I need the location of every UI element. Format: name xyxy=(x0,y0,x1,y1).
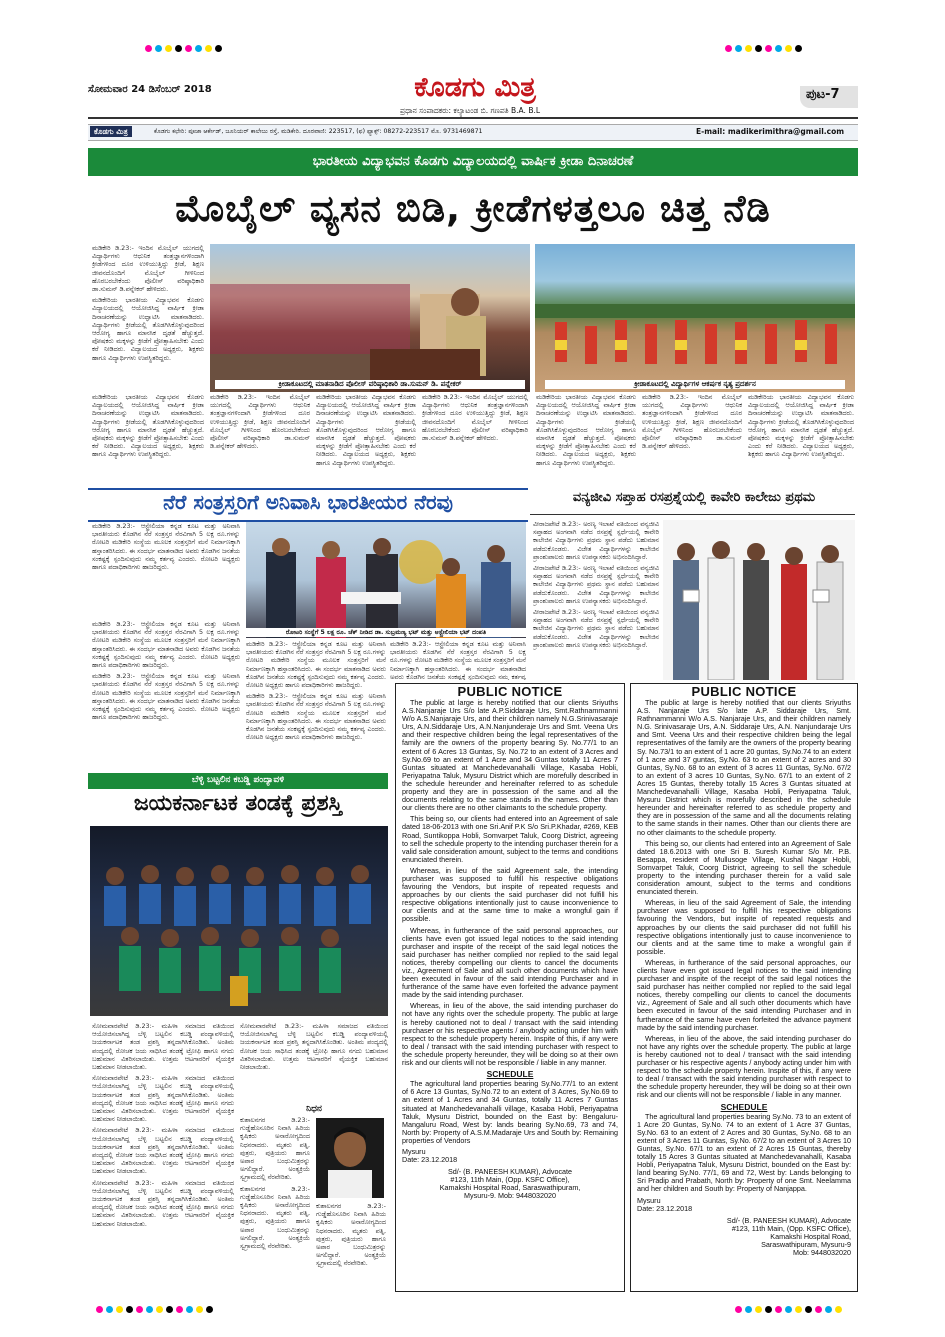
notice1-addr3: Mysuru-9. Mob: 9448032020 xyxy=(464,1191,556,1201)
notice2-title: PUBLIC NOTICE xyxy=(691,684,797,699)
notice2-body xyxy=(631,699,857,1257)
main-story-col-7: ಮಡಿಕೇರಿಯ ಭಾರತೀಯ ವಿದ್ಯಾಭವನ ಕೊಡಗು ವಿದ್ಯಾಲಯದಲ್ಲಿ ಆಯೋಜಿಸಿದ್ದ ವಾರ್ಷಿಕ ಕ್ರೀಡಾ ದಿನಾಚರಣೆಯನ್ನು ಉದ್ಘಾಟಿಸಿ ಮಾತನಾಡಿದರು. ವಿದ್ಯಾರ್ಥಿಗಳು ಕ್ರೀಡೆಯಲ್ಲಿ ತೊಡಗಿಸಿಕೊಳ್ಳುವುದರಿಂದ ಆರೋಗ್ಯ ಹಾಗೂ ಮಾನಸಿಕ ದೃಢತೆ ಹೆಚ್ಚುತ್ತದೆ. ಪೋಷಕರು ಮಕ್ಕಳನ್ನು ಕ್ರೀಡೆಗೆ ಪ್ರೋತ್ಸಾಹಿಸಬೇಕು ಎಂದು ಕರೆ ನೀಡಿದರು. ವಿದ್ಯಾಲಯದ ಅಧ್ಯಕ್ಷರು, ಶಿಕ್ಷಕರು ಹಾಗೂ ವಿದ್ಯಾರ್ಥಿಗಳು ಉಪಸ್ಥಿತರಿದ್ದರು. xyxy=(748,393,854,459)
rotary-scene xyxy=(246,522,526,638)
contact-email: E-mail: madikerimithra@gmail.com xyxy=(696,127,845,136)
notice1-place: Mysuru xyxy=(402,1146,426,1156)
registration-dots-top-right xyxy=(725,37,805,56)
photo-speech xyxy=(210,244,530,392)
story4-headline: ಜಯಕರ್ನಾಟಕ ತಂಡಕ್ಕೆ ಪ್ರಶಸ್ತಿ xyxy=(133,791,343,816)
story4-col-1: ಸೋಮವಾರಪೇಟೆ ಡಿ.23:- ಮಹಿಳಾ ಸಮಾಜದ ವತಿಯಿಂದ ಆಯೋಜಿಸಲಾಗಿದ್ದ ಬೆಳ್ಳಿ ಬಟ್ಟಲಿನ ಕಬಡ್ಡಿ ಪಂದ್ಯಾವಳಿಯಲ್ಲಿ ಜಯಕರ್ನಾಟಕ ತಂಡ ಪ್ರಶಸ್ತಿ ತನ್ನದಾಗಿಸಿಕೊಂಡಿತು. ಅಂತಿಮ ಪಂದ್ಯದಲ್ಲಿ ರೋಚಕ ಜಯ ಸಾಧಿಸಿದ ತಂಡಕ್ಕೆ ಟ್ರೋಫಿ ಹಾಗೂ ನಗದು ಬಹುಮಾನ ವಿತರಿಸಲಾಯಿತು. ಉತ್ತಮ ಆಟಗಾರರಿಗೆ ವೈಯಕ್ತಿಕ ಬಹುಮಾನ ನೀಡಲಾಯಿತು. ಸೋಮವಾರಪೇಟೆ ಡಿ.23:- ಮಹಿಳಾ ಸಮಾಜದ ವತಿಯಿಂದ ಆಯೋಜಿಸಲಾಗಿದ್ದ ಬೆಳ್ಳಿ ಬಟ್ಟಲಿನ ಕಬಡ್ಡಿ ಪಂದ್ಯಾವಳಿಯಲ್ಲಿ ಜಯಕರ್ನಾಟಕ ತಂಡ ಪ್ರಶಸ್ತಿ ತನ್ನದಾಗಿಸಿಕೊಂಡಿತು. ಅಂತಿಮ ಪಂದ್ಯದಲ್ಲಿ ರೋಚಕ ಜಯ ಸಾಧಿಸಿದ ತಂಡಕ್ಕೆ ಟ್ರೋಫಿ ಹಾಗೂ ನಗದು ಬಹುಮಾನ ವಿತರಿಸಲಾಯಿತು. ಉತ್ತಮ ಆಟಗಾರರಿಗೆ ವೈಯಕ್ತಿಕ ಬಹುಮಾನ ನೀಡಲಾಯಿತು. ಸೋಮವಾರಪೇಟೆ ಡಿ.23:- ಮಹಿಳಾ ಸಮಾಜದ ವತಿಯಿಂದ ಆಯೋಜಿಸಲಾಗಿದ್ದ ಬೆಳ್ಳಿ ಬಟ್ಟಲಿನ ಕಬಡ್ಡಿ ಪಂದ್ಯಾವಳಿಯಲ್ಲಿ ಜಯಕರ್ನಾಟಕ ತಂಡ ಪ್ರಶಸ್ತಿ ತನ್ನದಾಗಿಸಿಕೊಂಡಿತು. ಅಂತಿಮ ಪಂದ್ಯದಲ್ಲಿ ರೋಚಕ ಜಯ ಸಾಧಿಸಿದ ತಂಡಕ್ಕೆ ಟ್ರೋಫಿ ಹಾಗೂ ನಗದು ಬಹುಮಾನ ವಿತರಿಸಲಾಯಿತು. ಉತ್ತಮ ಆಟಗಾರರಿಗೆ ವೈಯಕ್ತಿಕ ಬಹುಮಾನ ನೀಡಲಾಯಿತು. ಸೋಮವಾರಪೇಟೆ ಡಿ.23:- ಮಹಿಳಾ ಸಮಾಜದ ವತಿಯಿಂದ ಆಯೋಜಿಸಲಾಗಿದ್ದ ಬೆಳ್ಳಿ ಬಟ್ಟಲಿನ ಕಬಡ್ಡಿ ಪಂದ್ಯಾವಳಿಯಲ್ಲಿ ಜಯಕರ್ನಾಟಕ ತಂಡ ಪ್ರಶಸ್ತಿ ತನ್ನದಾಗಿಸಿಕೊಂಡಿತು. ಅಂತಿಮ ಪಂದ್ಯದಲ್ಲಿ ರೋಚಕ ಜಯ ಸಾಧಿಸಿದ ತಂಡಕ್ಕೆ ಟ್ರೋಫಿ ಹಾಗೂ ನಗದು ಬಹುಮಾನ ವಿತರಿಸಲಾಯಿತು. ಉತ್ತಮ ಆಟಗಾರರಿಗೆ ವೈಯಕ್ತಿಕ ಬಹುಮಾನ ನೀಡಲಾಯಿತು. xyxy=(92,1022,234,1228)
notice1-para-5: Whereas, in lieu of the above, the said intending purchaser do not have any rights over the schedule property. The public at large is hereby cautioned not to deal / transact with the said intending purchaser or his respective agents / anybody acting under him with respect to the schedule property herein. Inspite of this, if any were to deal / transact with the said intending purchaser with respect to the schedule property hereunder, they will be doing so at their own risk and our clients will not be responsible / liable in any manner. xyxy=(402,1001,618,1068)
masthead-title: ಕೊಡಗು ಮಿತ್ರ xyxy=(414,72,536,103)
portrait xyxy=(316,1118,384,1198)
photo-kabaddi-team xyxy=(90,826,388,1016)
caption-rotary: ರೋಟರಿ ಸಂಸ್ಥೆಗೆ 5 ಲಕ್ಷ ರೂ. ಚೆಕ್ ನೀಡಿದ ಡಾ. ಸುಬ್ರಮಣ್ಯ ಭಟ್ ಮತ್ತು ಆಸ್ಟ್ರೇಲಿಯಾ ಭಟ್ ದಂಪತಿ xyxy=(246,628,526,637)
notice2-para-2: This being so, our clients had entered into an Agreement of Sale dated 18.6.2013 with one Sri B. Suresh Kumar S/o Mr. P.B. Besappa, resident of Mullusoge Village, Kushal Nagar Hobli, Somvarpet Taluk, Coorg District, agreeing to sell the schedule property to the intending purchaser therein for a valid sale consideration amount, subject to the terms and conditions enunciated therein. xyxy=(637,838,851,897)
story2-col-2: ಮಡಿಕೇರಿ ಡಿ.23:- ಆಸ್ಟ್ರೇಲಿಯಾ ಕನ್ನಡ ಕೂಟ ಮತ್ತು ಅನಿವಾಸಿ ಭಾರತೀಯರು ಕೊಡಗಿನ ನೆರೆ ಸಂತ್ರಸ್ತರ ನೆರವಿಗಾಗಿ 5 ಲಕ್ಷ ರೂ.ಗಳನ್ನು ರೋಟರಿ ಮಡಿಕೇರಿ ಸಂಸ್ಥೆಯ ಮೂಲಕ ಸಂತ್ರಸ್ತರಿಗೆ ಮನೆ ನಿರ್ಮಾಣಕ್ಕಾಗಿ ಹಸ್ತಾಂತರಿಸಿದರು. ಈ ಸಂದರ್ಭ ಮಾತನಾಡಿದ ಅವರು ಕೊಡಗಿನ ಜನತೆಯ ಸಂಕಷ್ಟಕ್ಕೆ ಸ್ಪಂದಿಸುವುದು ನಮ್ಮ ಕರ್ತವ್ಯ ಎಂದರು. ರೋಟರಿ ಅಧ್ಯಕ್ಷರು ಹಾಗೂ ಪದಾಧಿಕಾರಿಗಳು ಹಾಜರಿದ್ದರು. ಮಡಿಕೇರಿ ಡಿ.23:- ಆಸ್ಟ್ರೇಲಿಯಾ ಕನ್ನಡ ಕೂಟ ಮತ್ತು ಅನಿವಾಸಿ ಭಾರತೀಯರು ಕೊಡಗಿನ ನೆರೆ ಸಂತ್ರಸ್ತರ ನೆರವಿಗಾಗಿ 5 ಲಕ್ಷ ರೂ.ಗಳನ್ನು ರೋಟರಿ ಮಡಿಕೇರಿ ಸಂಸ್ಥೆಯ ಮೂಲಕ ಸಂತ್ರಸ್ತರಿಗೆ ಮನೆ ನಿರ್ಮಾಣಕ್ಕಾಗಿ ಹಸ್ತಾಂತರಿಸಿದರು. ಈ ಸಂದರ್ಭ ಮಾತನಾಡಿದ ಅವರು ಕೊಡಗಿನ ಜನತೆಯ ಸಂಕಷ್ಟಕ್ಕೆ ಸ್ಪಂದಿಸುವುದು ನಮ್ಮ ಕರ್ತವ್ಯ ಎಂದರು. ರೋಟರಿ ಅಧ್ಯಕ್ಷರು ಹಾಗೂ ಪದಾಧಿಕಾರಿಗಳು ಹಾಜರಿದ್ದರು. xyxy=(92,620,240,722)
notice2-addr2: Kamakshi Hospital Road, xyxy=(770,1231,851,1241)
main-headline: ಮೊಬೈಲ್ ವ್ಯಸನ ಬಿಡಿ, ಕ್ರೀಡೆಗಳತ್ತಲೂ ಚಿತ್ತ ನೆಡಿ xyxy=(175,187,771,230)
story3-rule xyxy=(530,514,855,515)
editor-line: ಪ್ರಧಾನ ಸಂಪಾದಕರು: ಕಲ್ಯಾಟಂಡ ಬಿ. ಗಣಪತಿ B.A. B.L xyxy=(399,106,541,115)
registration-dots-bottom xyxy=(96,1298,216,1317)
caption-dance: ಕ್ರೀಡಾಕೂಟದಲ್ಲಿ ವಿದ್ಯಾರ್ಥಿಗಳ ಆಕರ್ಷಕ ನೃತ್ಯ ಪ್ರದರ್ಶನ xyxy=(545,380,845,389)
public-notice-2 xyxy=(630,683,858,1292)
strip-logo: ಕೊಡಗು ಮಿತ್ರ xyxy=(90,126,132,137)
notice2-para-4: Whereas, in furtherance of the said personal approaches, our clients have even got issued legal notices to the said intending purchaser and inspite of the receipt of the said legal notices the said purchaser has neither complied nor replied to the said legal notices, thereby compelling our clients to cancel the documents viz., Agreement of Sale and all such other documents which have been executed in favour of the said intending Purchaser and in furtherance of the same have even forfeited the advance payment made by the said intending purchaser. xyxy=(637,957,851,1032)
photo-quiz-winners xyxy=(663,520,855,680)
notice1-sign: Sd/- (B. PANEESH KUMAR), Advocate xyxy=(447,1167,573,1177)
notice1-addr2: Kamakshi Hospital Road, Saraswathipuram, xyxy=(439,1183,581,1193)
main-story-col-1: ಮಡಿಕೇರಿಯ ಭಾರತೀಯ ವಿದ್ಯಾಭವನ ಕೊಡಗು ವಿದ್ಯಾಲಯದಲ್ಲಿ ಆಯೋಜಿಸಿದ್ದ ವಾರ್ಷಿಕ ಕ್ರೀಡಾ ದಿನಾಚರಣೆಯನ್ನು ಉದ್ಘಾಟಿಸಿ ಮಾತನಾಡಿದರು. ವಿದ್ಯಾರ್ಥಿಗಳು ಕ್ರೀಡೆಯಲ್ಲಿ ತೊಡಗಿಸಿಕೊಳ್ಳುವುದರಿಂದ ಆರೋಗ್ಯ ಹಾಗೂ ಮಾನಸಿಕ ದೃಢತೆ ಹೆಚ್ಚುತ್ತದೆ. ಪೋಷಕರು ಮಕ್ಕಳನ್ನು ಕ್ರೀಡೆಗೆ ಪ್ರೋತ್ಸಾಹಿಸಬೇಕು ಎಂದು ಕರೆ ನೀಡಿದರು. ವಿದ್ಯಾಲಯದ ಅಧ್ಯಕ್ಷರು, ಶಿಕ್ಷಕರು ಹಾಗೂ ವಿದ್ಯಾರ್ಥಿಗಳು ಉಪಸ್ಥಿತರಿದ್ದರು. xyxy=(92,393,204,459)
story2-col-3: ಮಡಿಕೇರಿ ಡಿ.23:- ಆಸ್ಟ್ರೇಲಿಯಾ ಕನ್ನಡ ಕೂಟ ಮತ್ತು ಅನಿವಾಸಿ ಭಾರತೀಯರು ಕೊಡಗಿನ ನೆರೆ ಸಂತ್ರಸ್ತರ ನೆರವಿಗಾಗಿ 5 ಲಕ್ಷ ರೂ.ಗಳನ್ನು ರೋಟರಿ ಮಡಿಕೇರಿ ಸಂಸ್ಥೆಯ ಮೂಲಕ ಸಂತ್ರಸ್ತರಿಗೆ ಮನೆ ನಿರ್ಮಾಣಕ್ಕಾಗಿ ಹಸ್ತಾಂತರಿಸಿದರು. ಈ ಸಂದರ್ಭ ಮಾತನಾಡಿದ ಅವರು ಕೊಡಗಿನ ಜನತೆಯ ಸಂಕಷ್ಟಕ್ಕೆ ಸ್ಪಂದಿಸುವುದು ನಮ್ಮ ಕರ್ತವ್ಯ ಎಂದರು. ರೋಟರಿ ಅಧ್ಯಕ್ಷರು ಹಾಗೂ ಪದಾಧಿಕಾರಿಗಳು ಹಾಜರಿದ್ದರು. ಮಡಿಕೇರಿ ಡಿ.23:- ಆಸ್ಟ್ರೇಲಿಯಾ ಕನ್ನಡ ಕೂಟ ಮತ್ತು ಅನಿವಾಸಿ ಭಾರತೀಯರು ಕೊಡಗಿನ ನೆರೆ ಸಂತ್ರಸ್ತರ ನೆರವಿಗಾಗಿ 5 ಲಕ್ಷ ರೂ.ಗಳನ್ನು ರೋಟರಿ ಮಡಿಕೇರಿ ಸಂಸ್ಥೆಯ ಮೂಲಕ ಸಂತ್ರಸ್ತರಿಗೆ ಮನೆ ನಿರ್ಮಾಣಕ್ಕಾಗಿ ಹಸ್ತಾಂತರಿಸಿದರು. ಈ ಸಂದರ್ಭ ಮಾತನಾಡಿದ ಅವರು ಕೊಡಗಿನ ಜನತೆಯ ಸಂಕಷ್ಟಕ್ಕೆ ಸ್ಪಂದಿಸುವುದು ನಮ್ಮ ಕರ್ತವ್ಯ ಎಂದರು. ರೋಟರಿ ಅಧ್ಯಕ್ಷರು ಹಾಗೂ ಪದಾಧಿಕಾರಿಗಳು ಹಾಜರಿದ್ದರು. xyxy=(246,640,386,742)
notice1-para-3: Whereas, in lieu of the said Agreement sale, the intending purchaser was supposed to fulfill his respective obligations favouring the Vendors, but inspite of repeated requests and approaches by our clients the said purchaser did not fulfill his respective obligations intentionally just to cause inconvenience to our clients and at the same time to make a wrongful gain if possible. xyxy=(402,865,618,924)
notice1-date: Date: 23.12.2018 xyxy=(402,1155,458,1165)
notice2-place: Mysuru xyxy=(637,1195,661,1205)
issue-date: ಸೋಮವಾರ 24 ಡಿಸೆಂಬರ್ 2018 xyxy=(88,84,212,95)
main-story-col-2: ಮಡಿಕೇರಿ ಡಿ.23:- ಇಂದಿನ ಮೊಬೈಲ್ ಯುಗದಲ್ಲಿ ವಿದ್ಯಾರ್ಥಿಗಳು ಆಧುನಿಕ ತಂತ್ರಜ್ಞಾನಗಳಿಂದಾಗಿ ಕ್ರೀಡೆಗಳಿಂದ ದೂರ ಉಳಿಯುತ್ತಿದ್ದು ಕ್ರೀಡೆ, ಶಿಕ್ಷಣ ಜೀವನದೊಂದಿಗೆ ಮೊಬೈಲ್ ಗೀಳಿನಿಂದ ಹೊರಬರಬೇಕೆಂದು ಪೊಲೀಸ್ ವರಿಷ್ಠಾಧಿಕಾರಿ ಡಾ.ಸುಮನ್ ಡಿ.ಪನ್ನೇಕರ್ ಹೇಳಿದರು. xyxy=(210,393,310,451)
obituary-body: ಕುಶಾಲನಗರ ಡಿ.23:- ಗುಡ್ಡೆಹೊಸೂರಿನ ನಿವಾಸಿ ಹಿರಿಯ ಕೃಷಿಕರು ಅನಾರೋಗ್ಯದಿಂದ ನಿಧನರಾದರು. ಮೃತರು ಪತ್ನಿ, ಪುತ್ರರು, ಪುತ್ರಿಯರು ಹಾಗೂ ಅಪಾರ ಬಂಧುಮಿತ್ರರನ್ನು ಅಗಲಿದ್ದಾರೆ. ಅಂತ್ಯಕ್ರಿಯೆ ಸ್ವಗ್ರಾಮದಲ್ಲಿ ನೆರವೇರಿತು. ಕುಶಾಲನಗರ ಡಿ.23:- ಗುಡ್ಡೆಹೊಸೂರಿನ ನಿವಾಸಿ ಹಿರಿಯ ಕೃಷಿಕರು ಅನಾರೋಗ್ಯದಿಂದ ನಿಧನರಾದರು. ಮೃತರು ಪತ್ನಿ, ಪುತ್ರರು, ಪುತ್ರಿಯರು ಹಾಗೂ ಅಪಾರ ಬಂಧುಮಿತ್ರರನ್ನು ಅಗಲಿದ್ದಾರೆ. ಅಂತ್ಯಕ್ರಿಯೆ ಸ್ವಗ್ರಾಮದಲ್ಲಿ ನೆರವೇರಿತು. xyxy=(240,1116,310,1251)
main-story-lead xyxy=(92,244,204,389)
notice1-schedule: The agricultural land properties bearing Sy.No.77/1 to an extent of 6 Acre 13 Guntas, Sy.No.72 to an extent of 3 Acres, Sy.No.69 to an extent of 1 Acres and 34 Guntas, totally 11 Acres 7 Guntas situated at Manchedevanahalli village, Kasaba Hobli, Periyapatna Taluk, Mysuru District, bounded on the East by: Bengaluru-Mangaluru Road, West by: lands bearing Sy.No.69, 73 and 74, North by: Property of A.S.M.Madaraje Urs and South by: Remaining properties of Vendors xyxy=(402,1079,618,1145)
kabaddi-scene xyxy=(90,826,388,1016)
main-story-col-6: ಮಡಿಕೇರಿ ಡಿ.23:- ಇಂದಿನ ಮೊಬೈಲ್ ಯುಗದಲ್ಲಿ ವಿದ್ಯಾರ್ಥಿಗಳು ಆಧುನಿಕ ತಂತ್ರಜ್ಞಾನಗಳಿಂದಾಗಿ ಕ್ರೀಡೆಗಳಿಂದ ದೂರ ಉಳಿಯುತ್ತಿದ್ದು ಕ್ರೀಡೆ, ಶಿಕ್ಷಣ ಜೀವನದೊಂದಿಗೆ ಮೊಬೈಲ್ ಗೀಳಿನಿಂದ ಹೊರಬರಬೇಕೆಂದು ಪೊಲೀಸ್ ವರಿಷ್ಠಾಧಿಕಾರಿ ಡಾ.ಸುಮನ್ ಡಿ.ಪನ್ನೇಕರ್ ಹೇಳಿದರು. xyxy=(642,393,742,451)
page-number: ಪುಟ-7 xyxy=(806,87,840,102)
lead-paragraph: ಮಡಿಕೇರಿ ಡಿ.23:- ಇಂದಿನ ಮೊಬೈಲ್ ಯುಗದಲ್ಲಿ ವಿದ್ಯಾರ್ಥಿಗಳು ಆಧುನಿಕ ತಂತ್ರಜ್ಞಾನಗಳಿಂದಾಗಿ ಕ್ರೀಡೆಗಳಿಂದ ದೂರ ಉಳಿಯುತ್ತಿದ್ದು ಕ್ರೀಡೆ, ಶಿಕ್ಷಣ ಜೀವನದೊಂದಿಗೆ ಮೊಬೈಲ್ ಗೀಳಿನಿಂದ ಹೊರಬರಬೇಕೆಂದು ಪೊಲೀಸ್ ವರಿಷ್ಠಾಧಿಕಾರಿ ಡಾ.ಸುಮನ್ ಡಿ.ಪನ್ನೇಕರ್ ಹೇಳಿದರು. xyxy=(92,244,204,294)
story2-col-1: ಮಡಿಕೇರಿ ಡಿ.23:- ಆಸ್ಟ್ರೇಲಿಯಾ ಕನ್ನಡ ಕೂಟ ಮತ್ತು ಅನಿವಾಸಿ ಭಾರತೀಯರು ಕೊಡಗಿನ ನೆರೆ ಸಂತ್ರಸ್ತರ ನೆರವಿಗಾಗಿ 5 ಲಕ್ಷ ರೂ.ಗಳನ್ನು ರೋಟರಿ ಮಡಿಕೇರಿ ಸಂಸ್ಥೆಯ ಮೂಲಕ ಸಂತ್ರಸ್ತರಿಗೆ ಮನೆ ನಿರ್ಮಾಣಕ್ಕಾಗಿ ಹಸ್ತಾಂತರಿಸಿದರು. ಈ ಸಂದರ್ಭ ಮಾತನಾಡಿದ ಅವರು ಕೊಡಗಿನ ಜನತೆಯ ಸಂಕಷ್ಟಕ್ಕೆ ಸ್ಪಂದಿಸುವುದು ನಮ್ಮ ಕರ್ತವ್ಯ ಎಂದರು. ರೋಟರಿ ಅಧ್ಯಕ್ಷರು ಹಾಗೂ ಪದಾಧಿಕಾರಿಗಳು ಹಾಜರಿದ್ದರು. xyxy=(92,522,240,572)
registration-dots-top xyxy=(145,37,225,56)
notice2-addr4: Mob: 9448032020 xyxy=(793,1248,851,1258)
story3-headline: ವನ್ಯಜೀವಿ ಸಪ್ತಾಹ ರಸಪ್ರಶ್ನೆಯಲ್ಲಿ ಕಾವೇರಿ ಕಾಲೇಜು ಪ್ರಥಮ xyxy=(572,490,816,505)
main-story-col-4: ಮಡಿಕೇರಿ ಡಿ.23:- ಇಂದಿನ ಮೊಬೈಲ್ ಯುಗದಲ್ಲಿ ವಿದ್ಯಾರ್ಥಿಗಳು ಆಧುನಿಕ ತಂತ್ರಜ್ಞಾನಗಳಿಂದಾಗಿ ಕ್ರೀಡೆಗಳಿಂದ ದೂರ ಉಳಿಯುತ್ತಿದ್ದು ಕ್ರೀಡೆ, ಶಿಕ್ಷಣ ಜೀವನದೊಂದಿಗೆ ಮೊಬೈಲ್ ಗೀಳಿನಿಂದ ಹೊರಬರಬೇಕೆಂದು ಪೊಲೀಸ್ ವರಿಷ್ಠಾಧಿಕಾರಿ ಡಾ.ಸುಮನ್ ಡಿ.ಪನ್ನೇಕರ್ ಹೇಳಿದರು. xyxy=(422,393,528,443)
notice2-addr1: #123, 11th Main, (Opp. KSFC Office), xyxy=(731,1223,851,1233)
obituary-title: ನಿಧನ xyxy=(306,1104,322,1114)
notice1-title: PUBLIC NOTICE xyxy=(457,684,563,699)
header-rule xyxy=(88,117,858,119)
speech-scene xyxy=(210,244,530,392)
notice1-schedule-title: SCHEDULE xyxy=(486,1069,534,1080)
story4-col-2: ಸೋಮವಾರಪೇಟೆ ಡಿ.23:- ಮಹಿಳಾ ಸಮಾಜದ ವತಿಯಿಂದ ಆಯೋಜಿಸಲಾಗಿದ್ದ ಬೆಳ್ಳಿ ಬಟ್ಟಲಿನ ಕಬಡ್ಡಿ ಪಂದ್ಯಾವಳಿಯಲ್ಲಿ ಜಯಕರ್ನಾಟಕ ತಂಡ ಪ್ರಶಸ್ತಿ ತನ್ನದಾಗಿಸಿಕೊಂಡಿತು. ಅಂತಿಮ ಪಂದ್ಯದಲ್ಲಿ ರೋಚಕ ಜಯ ಸಾಧಿಸಿದ ತಂಡಕ್ಕೆ ಟ್ರೋಫಿ ಹಾಗೂ ನಗದು ಬಹುಮಾನ ವಿತರಿಸಲಾಯಿತು. ಉತ್ತಮ ಆಟಗಾರರಿಗೆ ವೈಯಕ್ತಿಕ ಬಹುಮಾನ ನೀಡಲಾಯಿತು. xyxy=(240,1022,388,1072)
notice2-schedule: The agricultural land properties bearing Sy.No. 73 to an extent of 1 Acre 20 Guntas, Sy.No. 74 to an extent of 1 Acre 37 Guntas, Sy.No. 63 to an extent of 2 Acres and 30 Guntas, Sy.No. 68 to an extent of 3 Acres 11 Guntas, Sy.No. 67/2 to an extent of 3 Acres 10 Guntas, Sy.No. 67/1 to an extent of 2 Acres 15 Guntas, thereby totally 15 Acres 3 Guntas situated at Manchedevanahalli, Kasaba Hobli, Periyapatna Taluk, Mysuru District, bounded on the East by: land bearing Sy.No. 77/1, 69 and 72, West by: Lands belonging to Sri Pradip and Prabath, North by: Property of one Smt. Neelamma and her children and South by: Property of Nanjappa. xyxy=(637,1111,851,1194)
story2-headline: ನೆರೆ ಸಂತ್ರಸ್ತರಿಗೆ ಅನಿವಾಸಿ ಭಾರತೀಯರ ನೆರವು xyxy=(163,490,453,514)
notice2-para-1: The public at large is hereby notified that our clients Sriyuths A.S. Nanjaraje Urs S/o late A.P. Siddaraje Urs, Smt. Rathnammanni W/o A.S. Nanjaraje Urs, and their children namely N.G. Srinivasaraje Urs, A.N. Siddaraje Urs, A.N. Nanjundaraje Urs and Smt. Veena Urs and their respective children being the legal representatives of the family are the owners of the property bearing Sy. No.73/1 to an extent of 1 acre 20 guntas, Sy.No.74 to an extent of 1 acre and 37 guntas, Sy.No. 63 to an extent of 2 acres and 30 Guntas, Sy.No. 68 to an extent of 3 acres 11 Guntas, Sy.No. 67/2 to an extent of 3 acres 10 Guntas, Sy.No. 67/1 to an extent of 2 Acres 15 Guntas, thereby totally 15 Acres 3 Guntas situated at Manchedevanahalli Village, Kasaba Hobli, Periyapatna Taluk, Mysuru District which is morefully described in the schedule hereunder and hereinafter referred to as schedule property and they are in possession of the same and all the documents relating to the same stands in their names. Other than our clients there are no other claimants to the schedule property. xyxy=(637,698,851,837)
contact-address: ಕೊಡಗು ಕಛೇರಿ: ಪೂಜಾ ಆರ್ಕೇಡ್, ಜೂನಿಯರ್ ಕಾಲೇಜು ರಸ್ತೆ, ಮಡಿಕೇರಿ. ದೂರವಾಣಿ: 223517, (ಫ) ಫ್ಯಾಕ್ಸ್: 08272-223517 ಮೊ. 9731469871 xyxy=(154,128,483,135)
notice2-para-3: Whereas, in lieu of the said Agreement of Sale, the intending purchaser was supposed to fulfill his respective obligations favouring the Vendors, but inspite of repeated requests and approaches by our clients the said purchaser did not fulfill his respective obligations intentionally just to cause inconvenience to our clients and at the same time to make a wrongful gain if possible. xyxy=(637,898,851,956)
caption-speech: ಕ್ರೀಡಾಕೂಟದಲ್ಲಿ ಮಾತನಾಡಿದ ಪೊಲೀಸ್ ವರಿಷ್ಠಾಧಿಕಾರಿ ಡಾ.ಸುಮನ್ ಡಿ. ಪನ್ನೇಕರ್ xyxy=(215,380,525,389)
obituary-body-2: ಕುಶಾಲನಗರ ಡಿ.23:- ಗುಡ್ಡೆಹೊಸೂರಿನ ನಿವಾಸಿ ಹಿರಿಯ ಕೃಷಿಕರು ಅನಾರೋಗ್ಯದಿಂದ ನಿಧನರಾದರು. ಮೃತರು ಪತ್ನಿ, ಪುತ್ರರು, ಪುತ್ರಿಯರು ಹಾಗೂ ಅಪಾರ ಬಂಧುಮಿತ್ರರನ್ನು ಅಗಲಿದ್ದಾರೆ. ಅಂತ್ಯಕ್ರಿಯೆ ಸ್ವಗ್ರಾಮದಲ್ಲಿ ನೆರವೇರಿತು. xyxy=(316,1202,386,1268)
story4-kicker: ಬೆಳ್ಳಿ ಬಟ್ಟಲಿನ ಕಬಡ್ಡಿ ಪಂದ್ಯಾವಳಿ xyxy=(191,775,285,785)
notice1-para-1: The public at large is hereby notified that our clients Sriyuths A.S.Nanjaraje Urs S/o late A.P.Siddaraje Urs, Smt.Rathnammanni W/o A.S.Nanjaraje Urs, and their children namely N.G.Srinivasaraje Urs, A.N.Siddaraje Urs, A.N.Nanjunderaje Urs and Smt. Veena Urs and their respective children being the legal representatives of the family are the owners of the property bearing Sy. No.77/1 to an extent of 6 Acres 13 Guntas, Sy. No.72 to an extent of 3 Acres and Sy.No.69 to an extent of 1 Acre and 34 Guntas totally 11 Acres 7 Guntas situated at Manchedevanahalli Village, Kasaba Hobli, Periyapatna Taluk, Mysuru District which are morefully described in the schedule hereunder and hereinafter referred to as schedule property and they are in possession of the same and all the documents relating to the same stands in the names. Other than our clients there are no other claimants to the schedule property. xyxy=(402,698,618,813)
notice2-sign: Sd/- (B. PANEESH KUMAR), Advocate xyxy=(726,1215,851,1225)
registration-dots-bottom-right xyxy=(735,1298,845,1317)
main-story-col-3: ಮಡಿಕೇರಿಯ ಭಾರತೀಯ ವಿದ್ಯಾಭವನ ಕೊಡಗು ವಿದ್ಯಾಲಯದಲ್ಲಿ ಆಯೋಜಿಸಿದ್ದ ವಾರ್ಷಿಕ ಕ್ರೀಡಾ ದಿನಾಚರಣೆಯನ್ನು ಉದ್ಘಾಟಿಸಿ ಮಾತನಾಡಿದರು. ವಿದ್ಯಾರ್ಥಿಗಳು ಕ್ರೀಡೆಯಲ್ಲಿ ತೊಡಗಿಸಿಕೊಳ್ಳುವುದರಿಂದ ಆರೋಗ್ಯ ಹಾಗೂ ಮಾನಸಿಕ ದೃಢತೆ ಹೆಚ್ಚುತ್ತದೆ. ಪೋಷಕರು ಮಕ್ಕಳನ್ನು ಕ್ರೀಡೆಗೆ ಪ್ರೋತ್ಸಾಹಿಸಬೇಕು ಎಂದು ಕರೆ ನೀಡಿದರು. ವಿದ್ಯಾಲಯದ ಅಧ್ಯಕ್ಷರು, ಶಿಕ್ಷಕರು ಹಾಗೂ ವಿದ್ಯಾರ್ಥಿಗಳು ಉಪಸ್ಥಿತರಿದ್ದರು. xyxy=(316,393,416,467)
notice1-addr1: #123, 11th Main, (Opp. KSFC Office), xyxy=(450,1175,570,1185)
public-notice-1 xyxy=(395,683,625,1292)
main-story-col-5: ಮಡಿಕೇರಿಯ ಭಾರತೀಯ ವಿದ್ಯಾಭವನ ಕೊಡಗು ವಿದ್ಯಾಲಯದಲ್ಲಿ ಆಯೋಜಿಸಿದ್ದ ವಾರ್ಷಿಕ ಕ್ರೀಡಾ ದಿನಾಚರಣೆಯನ್ನು ಉದ್ಘಾಟಿಸಿ ಮಾತನಾಡಿದರು. ವಿದ್ಯಾರ್ಥಿಗಳು ಕ್ರೀಡೆಯಲ್ಲಿ ತೊಡಗಿಸಿಕೊಳ್ಳುವುದರಿಂದ ಆರೋಗ್ಯ ಹಾಗೂ ಮಾನಸಿಕ ದೃಢತೆ ಹೆಚ್ಚುತ್ತದೆ. ಪೋಷಕರು ಮಕ್ಕಳನ್ನು ಕ್ರೀಡೆಗೆ ಪ್ರೋತ್ಸಾಹಿಸಬೇಕು ಎಂದು ಕರೆ ನೀಡಿದರು. ವಿದ್ಯಾಲಯದ ಅಧ್ಯಕ್ಷರು, ಶಿಕ್ಷಕರು ಹಾಗೂ ವಿದ್ಯಾರ್ಥಿಗಳು ಉಪಸ್ಥಿತರಿದ್ದರು. xyxy=(536,393,636,467)
notice1-body xyxy=(396,699,624,1201)
story2-col-4: ಮಡಿಕೇರಿ ಡಿ.23:- ಆಸ್ಟ್ರೇಲಿಯಾ ಕನ್ನಡ ಕೂಟ ಮತ್ತು ಅನಿವಾಸಿ ಭಾರತೀಯರು ಕೊಡಗಿನ ನೆರೆ ಸಂತ್ರಸ್ತರ ನೆರವಿಗಾಗಿ 5 ಲಕ್ಷ ರೂ.ಗಳನ್ನು ರೋಟರಿ ಮಡಿಕೇರಿ ಸಂಸ್ಥೆಯ ಮೂಲಕ ಸಂತ್ರಸ್ತರಿಗೆ ಮನೆ ನಿರ್ಮಾಣಕ್ಕಾಗಿ ಹಸ್ತಾಂತರಿಸಿದರು. ಈ ಸಂದರ್ಭ ಮಾತನಾಡಿದ ಅವರು ಕೊಡಗಿನ ಜನತೆಯ ಸಂಕಷ್ಟಕ್ಕೆ ಸ್ಪಂದಿಸುವುದು ನಮ್ಮ ಕರ್ತವ್ಯ xyxy=(390,640,526,680)
notice2-addr3: Saraswathipuram, Mysuru-9 xyxy=(761,1240,851,1249)
notice2-date: Date: 23.12.2018 xyxy=(637,1203,693,1213)
quiz-scene xyxy=(663,520,855,680)
photo-dance xyxy=(535,244,855,392)
lead-body: ಮಡಿಕೇರಿಯ ಭಾರತೀಯ ವಿದ್ಯಾಭವನ ಕೊಡಗು ವಿದ್ಯಾಲಯದಲ್ಲಿ ಆಯೋಜಿಸಿದ್ದ ವಾರ್ಷಿಕ ಕ್ರೀಡಾ ದಿನಾಚರಣೆಯನ್ನು ಉದ್ಘಾಟಿಸಿ ಮಾತನಾಡಿದರು. ವಿದ್ಯಾರ್ಥಿಗಳು ಕ್ರೀಡೆಯಲ್ಲಿ ತೊಡಗಿಸಿಕೊಳ್ಳುವುದರಿಂದ ಆರೋಗ್ಯ ಹಾಗೂ ಮಾನಸಿಕ ದೃಢತೆ ಹೆಚ್ಚುತ್ತದೆ. ಪೋಷಕರು ಮಕ್ಕಳನ್ನು ಕ್ರೀಡೆಗೆ ಪ್ರೋತ್ಸಾಹಿಸಬೇಕು ಎಂದು ಕರೆ ನೀಡಿದರು. ವಿದ್ಯಾಲಯದ ಅಧ್ಯಕ್ಷರು, ಶಿಕ್ಷಕರು ಹಾಗೂ ವಿದ್ಯಾರ್ಥಿಗಳು ಉಪಸ್ಥಿತರಿದ್ದರು. xyxy=(92,296,204,362)
notice1-para-4: Whereas, in furtherance of the said personal approaches, our clients have even got issued legal notices to the said intending purchaser and inspite of the receipt of the said legal notices the said purchaser has neither complied nor replied to the said legal notices, thereby compelling our clients to cancel the documents viz., Agreement of Sale and all such other documents which have been executed in favour of the said intending Purchaser and in furtherance of the same have even forfeited the advance payment made by the said intending purchaser. xyxy=(402,925,618,1000)
dance-scene xyxy=(535,244,855,392)
photo-rotary xyxy=(246,522,526,638)
notice2-schedule-title: SCHEDULE xyxy=(720,1101,768,1112)
notice1-para-2: This being so, our clients had entered into an Agreement of sale dated 18-06-2013 with one Sri.Anif P.K S/o Sri.P.Khadar, #269, KEB Road, Suntikoppa Hobli, Somvarpet Taluk, Coorg District, agreeing to sell the schedule property to the intending purchaser therein for a valid sale consideration amount, subject to the terms and conditions enunciated therein. xyxy=(402,814,618,864)
main-kicker: ಭಾರತೀಯ ವಿದ್ಯಾಭವನ ಕೊಡಗು ವಿದ್ಯಾಲಯದಲ್ಲಿ ವಾರ್ಷಿಕ ಕ್ರೀಡಾ ದಿನಾಚರಣೆ xyxy=(312,154,634,169)
obituary-photo xyxy=(316,1118,384,1198)
story3-col: ವೀರಾಜಪೇಟೆ ಡಿ.23:- ಅರಣ್ಯ ಇಲಾಖೆ ವತಿಯಿಂದ ವನ್ಯಜೀವಿ ಸಪ್ತಾಹದ ಅಂಗವಾಗಿ ನಡೆದ ರಸಪ್ರಶ್ನೆ ಸ್ಪರ್ಧೆಯಲ್ಲಿ ಕಾವೇರಿ ಕಾಲೇಜಿನ ವಿದ್ಯಾರ್ಥಿಗಳು ಪ್ರಥಮ ಸ್ಥಾನ ಪಡೆದು ಬಹುಮಾನ ಪಡೆದುಕೊಂಡರು. ವಿಜೇತ ವಿದ್ಯಾರ್ಥಿಗಳನ್ನು ಕಾಲೇಜಿನ ಪ್ರಾಂಶುಪಾಲರು ಹಾಗೂ ಉಪನ್ಯಾಸಕರು ಅಭಿನಂದಿಸಿದ್ದಾರೆ. ವೀರಾಜಪೇಟೆ ಡಿ.23:- ಅರಣ್ಯ ಇಲಾಖೆ ವತಿಯಿಂದ ವನ್ಯಜೀವಿ ಸಪ್ತಾಹದ ಅಂಗವಾಗಿ ನಡೆದ ರಸಪ್ರಶ್ನೆ ಸ್ಪರ್ಧೆಯಲ್ಲಿ ಕಾವೇರಿ ಕಾಲೇಜಿನ ವಿದ್ಯಾರ್ಥಿಗಳು ಪ್ರಥಮ ಸ್ಥಾನ ಪಡೆದು ಬಹುಮಾನ ಪಡೆದುಕೊಂಡರು. ವಿಜೇತ ವಿದ್ಯಾರ್ಥಿಗಳನ್ನು ಕಾಲೇಜಿನ ಪ್ರಾಂಶುಪಾಲರು ಹಾಗೂ ಉಪನ್ಯಾಸಕರು ಅಭಿನಂದಿಸಿದ್ದಾರೆ. ವೀರಾಜಪೇಟೆ ಡಿ.23:- ಅರಣ್ಯ ಇಲಾಖೆ ವತಿಯಿಂದ ವನ್ಯಜೀವಿ ಸಪ್ತಾಹದ ಅಂಗವಾಗಿ ನಡೆದ ರಸಪ್ರಶ್ನೆ ಸ್ಪರ್ಧೆಯಲ್ಲಿ ಕಾವೇರಿ ಕಾಲೇಜಿನ ವಿದ್ಯಾರ್ಥಿಗಳು ಪ್ರಥಮ ಸ್ಥಾನ ಪಡೆದು ಬಹುಮಾನ ಪಡೆದುಕೊಂಡರು. ವಿಜೇತ ವಿದ್ಯಾರ್ಥಿಗಳನ್ನು ಕಾಲೇಜಿನ ಪ್ರಾಂಶುಪಾಲರು ಹಾಗೂ ಉಪನ್ಯಾಸಕರು ಅಭಿನಂದಿಸಿದ್ದಾರೆ. xyxy=(533,520,659,649)
notice2-para-5: Whereas, in lieu of the above, the said intending purchaser do not have any rights over the schedule property. The public at large is hereby cautioned not to deal / transact with the said intending purchaser or his respective agents / anybody acting under him with respect to the schedule property herein. Inspite of this, if any were to deal / transact with the said intending purchaser with respect to the schedule property hereunder, they will be doing so at their own risk and our clients will not be responsible / liable in any manner. xyxy=(637,1033,851,1100)
